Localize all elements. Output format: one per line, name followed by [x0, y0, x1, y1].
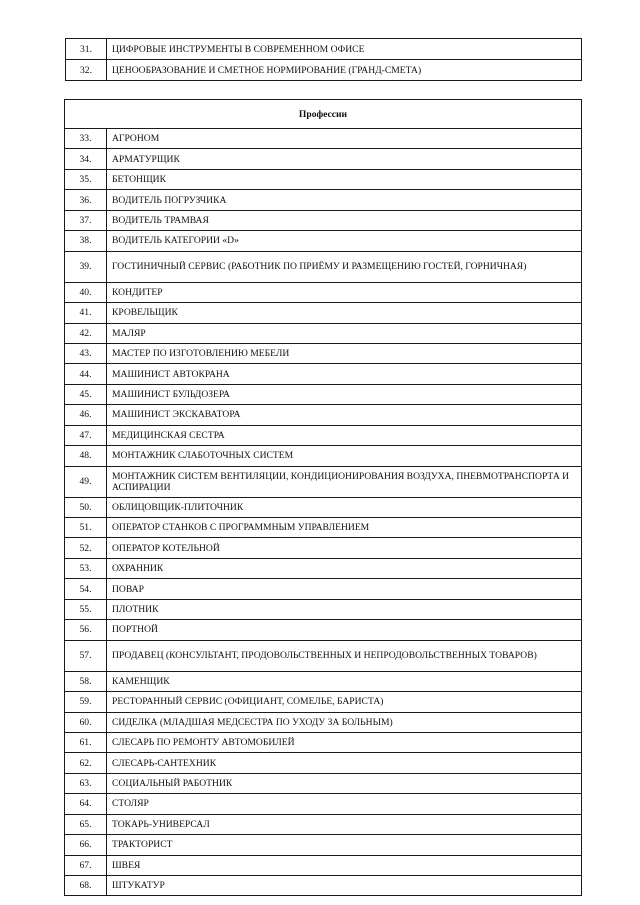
table-row [65, 538, 582, 558]
table-row [65, 425, 582, 445]
row-number: 42. [65, 323, 107, 343]
row-number: 56. [65, 620, 107, 640]
row-name: МАСТЕР ПО ИЗГОТОВЛЕНИЮ МЕБЕЛИ [107, 343, 582, 363]
row-number: 47. [65, 425, 107, 445]
table-row [65, 282, 582, 302]
row-name: МАЛЯР [107, 323, 582, 343]
row-number: 60. [65, 712, 107, 732]
row-name: ВОДИТЕЛЬ ТРАМВАЯ [107, 210, 582, 230]
table-row [65, 323, 582, 343]
row-name: ОПЕРАТОР КОТЕЛЬНОЙ [107, 538, 582, 558]
row-number: 46. [65, 405, 107, 425]
row-number: 55. [65, 599, 107, 619]
row-name: ПОРТНОЙ [107, 620, 582, 640]
row-name: РЕСТОРАННЫЙ СЕРВИС (ОФИЦИАНТ, СОМЕЛЬЕ, БАРИСТА) [107, 692, 582, 712]
table-row [65, 497, 582, 517]
table-row [65, 149, 582, 169]
row-name: ГОСТИНИЧНЫЙ СЕРВИС (РАБОТНИК ПО ПРИЁМУ И РАЗМЕЩЕНИЮ ГОСТЕЙ, ГОРНИЧНАЯ) [107, 251, 582, 282]
row-number: 44. [65, 364, 107, 384]
table-row [65, 855, 582, 875]
table-row [65, 876, 582, 896]
table-row [65, 814, 582, 834]
row-number: 53. [65, 558, 107, 578]
row-number: 45. [65, 384, 107, 404]
table-row [65, 579, 582, 599]
table-row [65, 384, 582, 404]
table-row [65, 405, 582, 425]
professions-table [64, 99, 582, 896]
table-row [65, 251, 582, 282]
row-name: БЕТОНЩИК [107, 169, 582, 189]
table-row [66, 39, 582, 60]
row-name: МАШИНИСТ АВТОКРАНА [107, 364, 582, 384]
row-number: 61. [65, 732, 107, 752]
table-row [65, 692, 582, 712]
row-number: 34. [65, 149, 107, 169]
table-row [65, 169, 582, 189]
table-row [65, 732, 582, 752]
row-number: 63. [65, 773, 107, 793]
table-row [65, 640, 582, 671]
row-name: ВОДИТЕЛЬ ПОГРУЗЧИКА [107, 190, 582, 210]
table-row [65, 303, 582, 323]
row-number: 62. [65, 753, 107, 773]
row-name: АГРОНОМ [107, 129, 582, 149]
row-number: 38. [65, 231, 107, 251]
row-number: 41. [65, 303, 107, 323]
row-name: АРМАТУРЩИК [107, 149, 582, 169]
table-row [65, 835, 582, 855]
row-number: 49. [65, 466, 107, 497]
professions-list [65, 129, 582, 896]
courses-table [65, 38, 582, 81]
section-title: Профессии [65, 100, 582, 129]
row-number: 43. [65, 343, 107, 363]
row-number: 39. [65, 251, 107, 282]
row-number: 64. [65, 794, 107, 814]
row-number: 51. [65, 518, 107, 538]
table-row [65, 129, 582, 149]
table-row [65, 343, 582, 363]
row-name: ОПЕРАТОР СТАНКОВ С ПРОГРАММНЫМ УПРАВЛЕНИЕМ [107, 518, 582, 538]
table-row [65, 446, 582, 466]
table-row [65, 620, 582, 640]
row-name: ТРАКТОРИСТ [107, 835, 582, 855]
row-number: 32. [66, 60, 107, 81]
table-row [65, 190, 582, 210]
row-number: 40. [65, 282, 107, 302]
row-name: МОНТАЖНИК СЛАБОТОЧНЫХ СИСТЕМ [107, 446, 582, 466]
row-name: СОЦИАЛЬНЫЙ РАБОТНИК [107, 773, 582, 793]
row-number: 50. [65, 497, 107, 517]
row-number: 65. [65, 814, 107, 834]
table-row [65, 364, 582, 384]
row-name: ОХРАННИК [107, 558, 582, 578]
row-number: 58. [65, 671, 107, 691]
table-row [65, 466, 582, 497]
row-name: МАШИНИСТ БУЛЬДОЗЕРА [107, 384, 582, 404]
table-row [66, 60, 582, 81]
row-name: СИДЕЛКА (МЛАДШАЯ МЕДСЕСТРА ПО УХОДУ ЗА БОЛЬНЫМ) [107, 712, 582, 732]
row-number: 35. [65, 169, 107, 189]
table-row [65, 558, 582, 578]
row-name: ПЛОТНИК [107, 599, 582, 619]
row-name: МОНТАЖНИК СИСТЕМ ВЕНТИЛЯЦИИ, КОНДИЦИОНИРОВАНИЯ ВОЗДУХА, ПНЕВМОТРАНСПОРТА И АСПИРАЦИИ [107, 466, 582, 497]
row-name: ЦИФРОВЫЕ ИНСТРУМЕНТЫ В СОВРЕМЕННОМ ОФИСЕ [107, 39, 582, 60]
row-number: 36. [65, 190, 107, 210]
row-number: 37. [65, 210, 107, 230]
row-name: ШТУКАТУР [107, 876, 582, 896]
row-number: 66. [65, 835, 107, 855]
row-number: 67. [65, 855, 107, 875]
row-name: МАШИНИСТ ЭКСКАВАТОРА [107, 405, 582, 425]
row-name: МЕДИЦИНСКАЯ СЕСТРА [107, 425, 582, 445]
row-name: ТОКАРЬ-УНИВЕРСАЛ [107, 814, 582, 834]
table-header-row [65, 100, 582, 129]
row-name: ВОДИТЕЛЬ КАТЕГОРИИ «D» [107, 231, 582, 251]
row-name: ПОВАР [107, 579, 582, 599]
row-name: СЛЕСАРЬ-САНТЕХНИК [107, 753, 582, 773]
row-number: 57. [65, 640, 107, 671]
row-name: ОБЛИЦОВЩИК-ПЛИТОЧНИК [107, 497, 582, 517]
row-name: СЛЕСАРЬ ПО РЕМОНТУ АВТОМОБИЛЕЙ [107, 732, 582, 752]
row-name: КАМЕНЩИК [107, 671, 582, 691]
table-row [65, 773, 582, 793]
table-row [65, 712, 582, 732]
row-number: 59. [65, 692, 107, 712]
row-name: КОНДИТЕР [107, 282, 582, 302]
row-number: 31. [66, 39, 107, 60]
row-number: 52. [65, 538, 107, 558]
table-row [65, 231, 582, 251]
row-name: ШВЕЯ [107, 855, 582, 875]
row-number: 54. [65, 579, 107, 599]
table-row [65, 794, 582, 814]
table-row [65, 518, 582, 538]
row-name: ПРОДАВЕЦ (КОНСУЛЬТАНТ, ПРОДОВОЛЬСТВЕННЫХ И НЕПРОДОВОЛЬСТВЕННЫХ ТОВАРОВ) [107, 640, 582, 671]
table-row [65, 599, 582, 619]
row-name: КРОВЕЛЬЩИК [107, 303, 582, 323]
row-name: ЦЕНООБРАЗОВАНИЕ И СМЕТНОЕ НОРМИРОВАНИЕ (ГРАНД-СМЕТА) [107, 60, 582, 81]
row-name: СТОЛЯР [107, 794, 582, 814]
row-number: 33. [65, 129, 107, 149]
row-number: 48. [65, 446, 107, 466]
table-row [65, 753, 582, 773]
row-number: 68. [65, 876, 107, 896]
table-row [65, 210, 582, 230]
table-row [65, 671, 582, 691]
